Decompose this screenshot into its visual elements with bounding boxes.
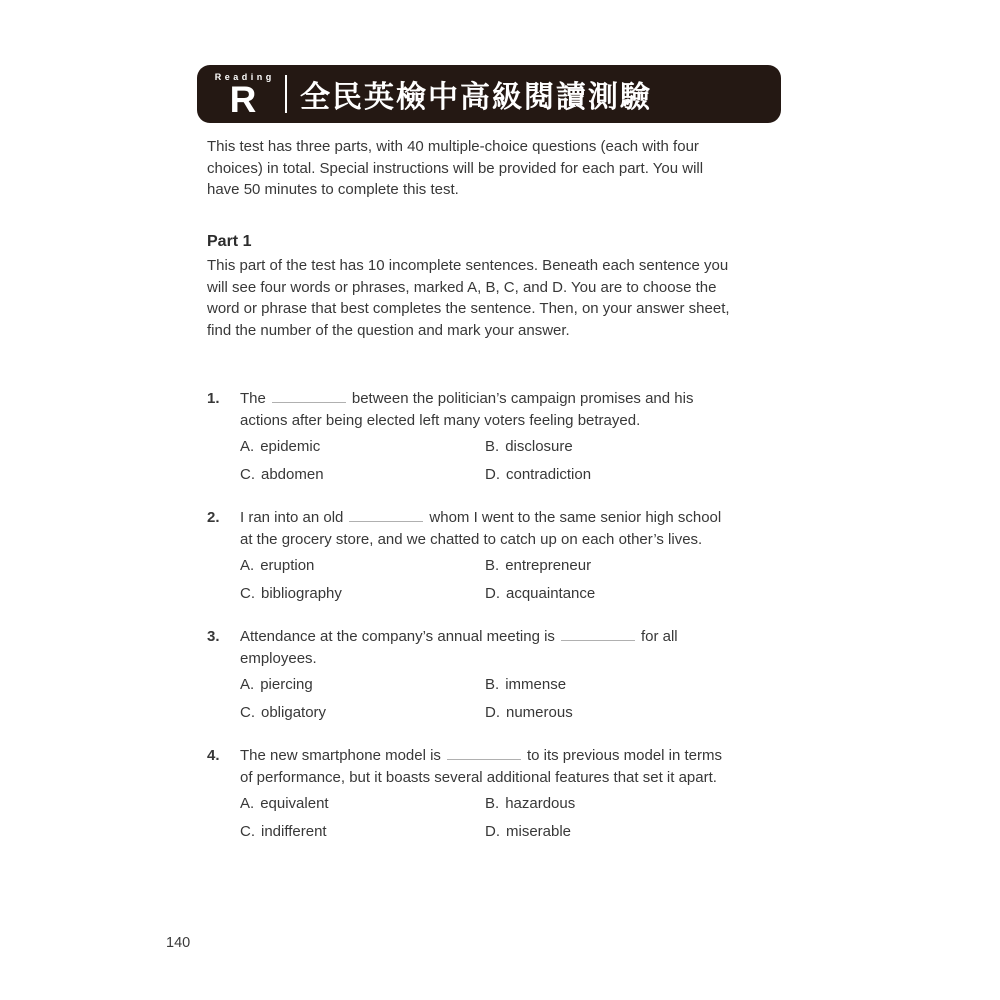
sentence-after-blank: for all [640,628,678,645]
page-number: 140 [166,935,191,951]
answer-blank [349,509,423,522]
answer-blank [272,390,346,403]
question-body [240,626,678,722]
option-label: A. [240,676,255,693]
question-number: 1. [207,390,220,407]
section-badge [201,70,285,118]
options-grid [240,795,722,841]
option-text: disclosure [505,438,573,455]
option-label: D. [485,704,500,721]
question-sentence [240,388,693,410]
question-sentence [240,745,722,767]
question-item [207,507,722,603]
option-text: equivalent [260,795,329,812]
sentence-after-blank: between the politician’s campaign promises and his [351,390,694,407]
option-text: numerous [506,704,573,721]
option-d [485,585,721,603]
banner-divider [285,75,287,113]
option-b [485,676,678,694]
option-text: eruption [260,557,315,574]
option-text: hazardous [505,795,576,812]
option-label: C. [240,704,255,721]
test-instructions [207,136,703,201]
question-sentence [240,626,678,648]
options-grid [240,438,693,484]
options-grid [240,676,678,722]
instructions-line: have 50 minutes to complete this test. [207,181,459,198]
option-text: abdomen [261,466,324,483]
sentence-before-blank: The new smartphone model is [240,747,441,764]
section-label: Reading [214,72,275,82]
sentence-after-blank: to its previous model in terms [526,747,723,764]
answer-blank [447,747,521,760]
option-a [240,676,485,694]
question-sentence-line2: of performance, but it boasts several additional features that set it apart. [240,769,717,786]
part1-description [207,255,730,341]
option-a [240,795,485,813]
options-grid [240,557,721,603]
question-number: 4. [207,747,220,764]
sentence-before-blank: The [240,390,266,407]
option-b [485,795,722,813]
option-b [485,438,693,456]
option-label: A. [240,557,255,574]
question-number: 2. [207,509,220,526]
part1-description-line: will see four words or phrases, marked A, B, C, and D. You are to choose the [207,278,717,296]
section-banner [197,65,781,123]
option-b [485,557,721,575]
option-label: D. [485,823,500,840]
option-text: immense [505,676,567,693]
option-c [240,704,485,722]
answer-blank [561,628,635,641]
question-sentence [240,507,721,529]
question-list [207,388,722,864]
question-body [240,388,693,484]
option-label: A. [240,795,255,812]
option-a [240,557,485,575]
option-text: obligatory [261,704,327,721]
sentence-after-blank: whom I went to the same senior high school [429,509,722,526]
option-a [240,438,485,456]
option-text: piercing [260,676,313,693]
option-text: miserable [506,823,572,840]
option-c [240,466,485,484]
option-c [240,585,485,603]
question-item [207,626,722,722]
question-body [240,745,722,841]
part1-description-line: This part of the test has 10 incomplete sentences. Beneath each sentence you [207,257,729,274]
question-number: 3. [207,628,220,645]
option-label: B. [485,557,500,574]
option-text: bibliography [261,585,342,602]
option-text: entrepreneur [505,557,592,574]
option-label: C. [240,823,255,840]
sentence-before-blank: I ran into an old [240,509,344,526]
option-label: D. [485,466,500,483]
option-label: D. [485,585,500,602]
option-label: C. [240,466,255,483]
option-label: B. [485,795,500,812]
part1-description-line: word or phrase that best completes the sentence. Then, on your answer sheet, [207,300,730,317]
part1-description-line: find the number of the question and mark your answer. [207,321,570,339]
option-text: acquaintance [506,585,596,602]
part1-heading: Part 1 [207,233,252,250]
option-text: epidemic [260,438,321,455]
option-d [485,466,693,484]
option-label: B. [485,676,500,693]
option-d [485,704,678,722]
question-sentence-line2: actions after being elected left many voters feeling betrayed. [240,412,641,429]
option-c [240,823,485,841]
option-d [485,823,722,841]
question-sentence-line2: employees. [240,650,317,667]
question-sentence-line2: at the grocery store, and we chatted to catch up on each other’s lives. [240,531,703,548]
option-text: indifferent [261,823,327,840]
page-title: 全民英檢中高級閱讀測驗 [300,81,652,114]
question-item [207,745,722,841]
option-label: A. [240,438,255,455]
sentence-before-blank: Attendance at the company’s annual meeting is [240,628,555,645]
instructions-line: This test has three parts, with 40 multiple-choice questions (each with four [207,138,699,155]
option-label: C. [240,585,255,602]
question-item [207,388,722,484]
option-label: B. [485,438,500,455]
section-letter: R [229,79,257,120]
instructions-line: choices) in total. Special instructions will be provided for each part. You will [207,159,704,177]
question-body [240,507,721,603]
option-text: contradiction [506,466,592,483]
